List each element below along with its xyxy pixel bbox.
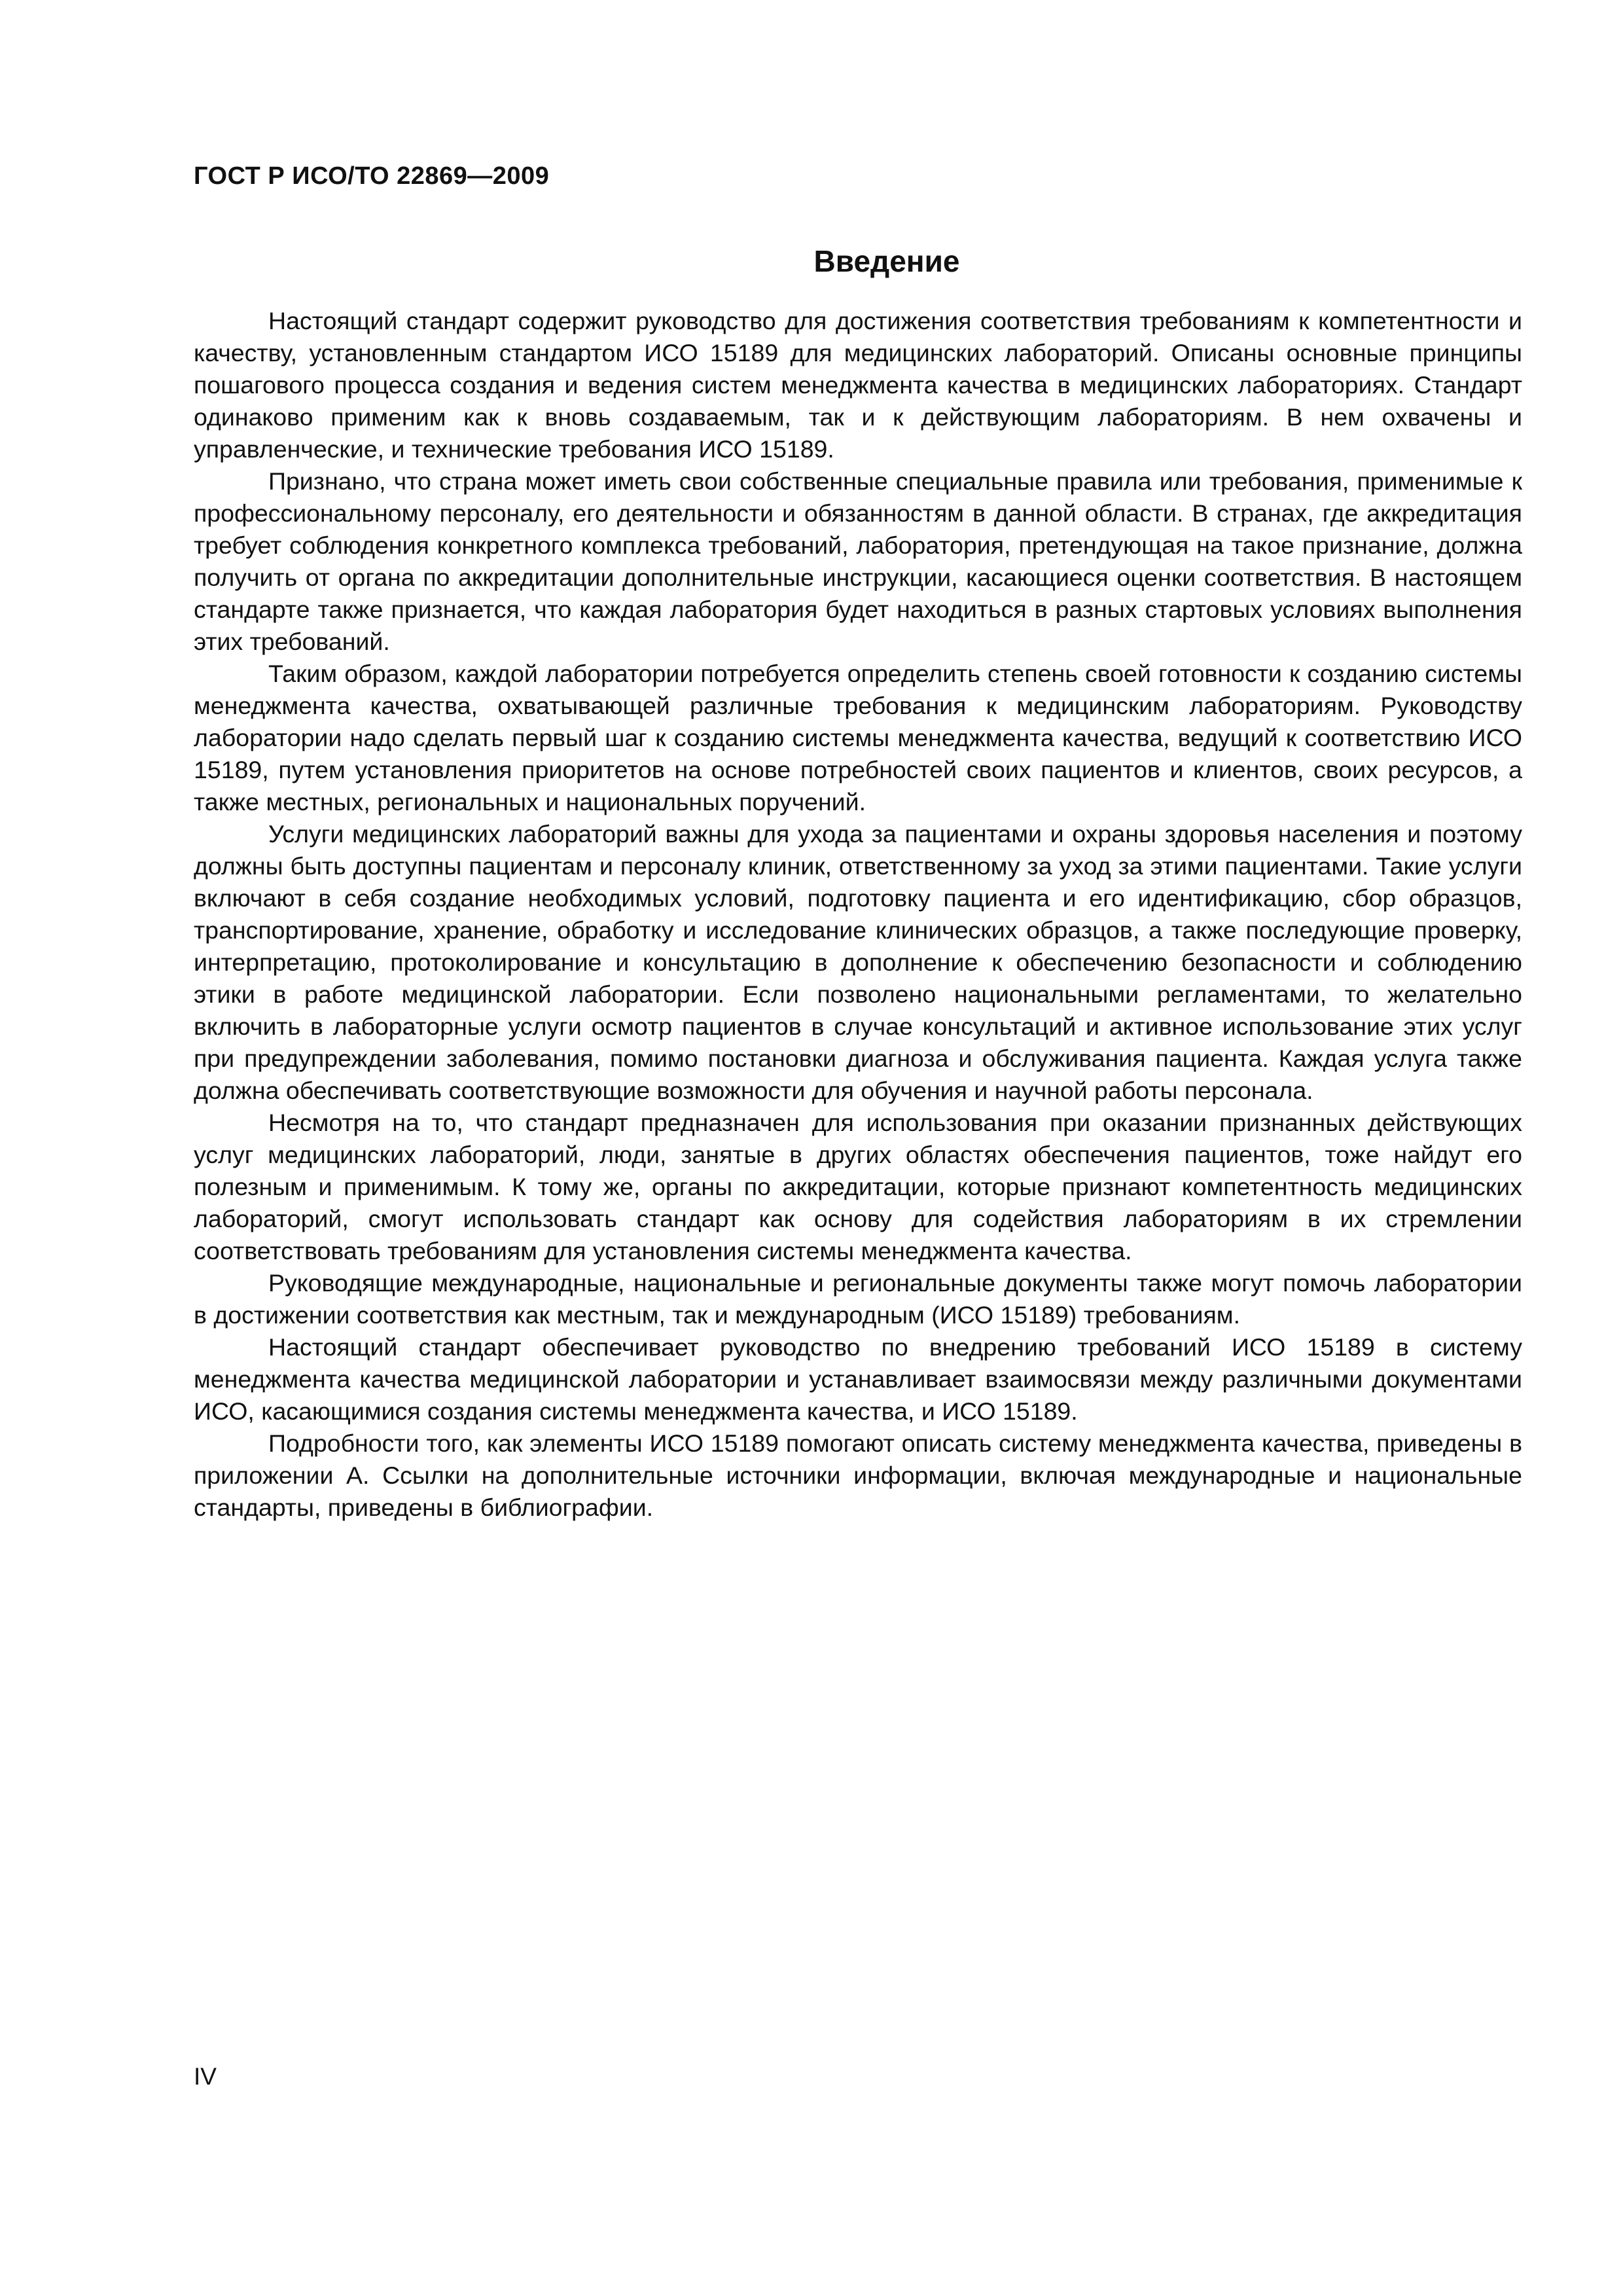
section-title-container (0, 243, 1623, 279)
paragraph-4: Услуги медицинских лабораторий важны для ухода за пациентами и охраны здоровья населения и поэтому должны быть доступны пациентам и персоналу клиник, ответственному за уход за этими пациентами. Такие услуги включают в себя создание необходимых условий, подготовку пациента и его идентификацию, сбор образцов, транспортирование, хранение, обработку и исследование клинических образцов, а также последующие проверку, интерпретацию, протоколирование и консультацию в дополнение к обеспечению безопасности и соблюдению этики в работе медицинской лаборатории. Если позволено национальными регламентами, то желательно включить в лабораторные услуги осмотр пациентов в случае консультаций и активное использование этих услуг при предупреждении заболевания, помимо постановки диагноза и обслуживания пациента. Каждая услуга также должна обеспечивать соответствующие возможности для обучения и научной работы персонала. (194, 820, 1522, 1104)
section-title: Введение (813, 244, 960, 278)
page-number: IV (194, 2063, 217, 2090)
paragraph-2: Признано, что страна может иметь свои собственные специальные правила или требования, применимые к профессиональному персоналу, его деятельности и обязанностям в данной области. В странах, где аккредитация требует соблюдения конкретного комплекса требований, лаборатория, претендующая на такое признание, должна получить от органа по аккредитации дополнительные инструкции, касающиеся оценки соответствия. В настоящем стандарте также признается, что каждая лаборатория будет находиться в разных стартовых условиях выполнения этих требований. (194, 467, 1522, 655)
paragraph-1: Настоящий стандарт содержит руководство для достижения соответствия требованиям к компетентности и качеству, установленным стандартом ИСО 15189 для медицинских лабораторий. Описаны основные принципы пошагового процесса создания и ведения систем менеджмента качества в медицинских лабораториях. Стандарт одинаково применим как к вновь создаваемым, так и к действующим лабораториям. В нем охвачены и управленческие, и технические требования ИСО 15189. (194, 307, 1522, 463)
paragraph-7: Настоящий стандарт обеспечивает руководство по внедрению требований ИСО 15189 в систему менеджмента качества медицинской лаборатории и устанавливает взаимосвязи между различными документами ИСО, касающимися создания системы менеджмента качества, и ИСО 15189. (194, 1333, 1522, 1425)
paragraph-3: Таким образом, каждой лаборатории потребуется определить степень своей готовности к созданию системы менеджмента качества, охватывающей различные требования к медицинским лабораториям. Руководству лаборатории надо сделать первый шаг к созданию системы менеджмента качества, ведущий к соответствию ИСО 15189, путем установления приоритетов на основе потребностей своих пациентов и клиентов, своих ресурсов, а также местных, региональных и национальных поручений. (194, 660, 1522, 816)
paragraph-8: Подробности того, как элементы ИСО 15189 помогают описать систему менеджмента качества, приведены в приложении А. Ссылки на дополнительные источники информации, включая международные и национальные стандарты, приведены в библиографии. (194, 1429, 1522, 1521)
introduction-body (194, 305, 1522, 1524)
paragraph-5: Несмотря на то, что стандарт предназначен для использования при оказании признанных действующих услуг медицинских лабораторий, люди, занятые в других областях обеспечения пациентов, тоже найдут его полезным и применимым. К тому же, органы по аккредитации, которые признают компетентность медицинских лабораторий, смогут использовать стандарт как основу для содействия лабораториям в их стремлении соответствовать требованиям для установления системы менеджмента качества. (194, 1109, 1522, 1265)
paragraph-6: Руководящие международные, национальные и региональные документы также могут помочь лаборатории в достижении соответствия как местным, так и международным (ИСО 15189) требованиям. (194, 1269, 1522, 1329)
document-code-header: ГОСТ Р ИСО/ТО 22869—2009 (194, 162, 550, 190)
